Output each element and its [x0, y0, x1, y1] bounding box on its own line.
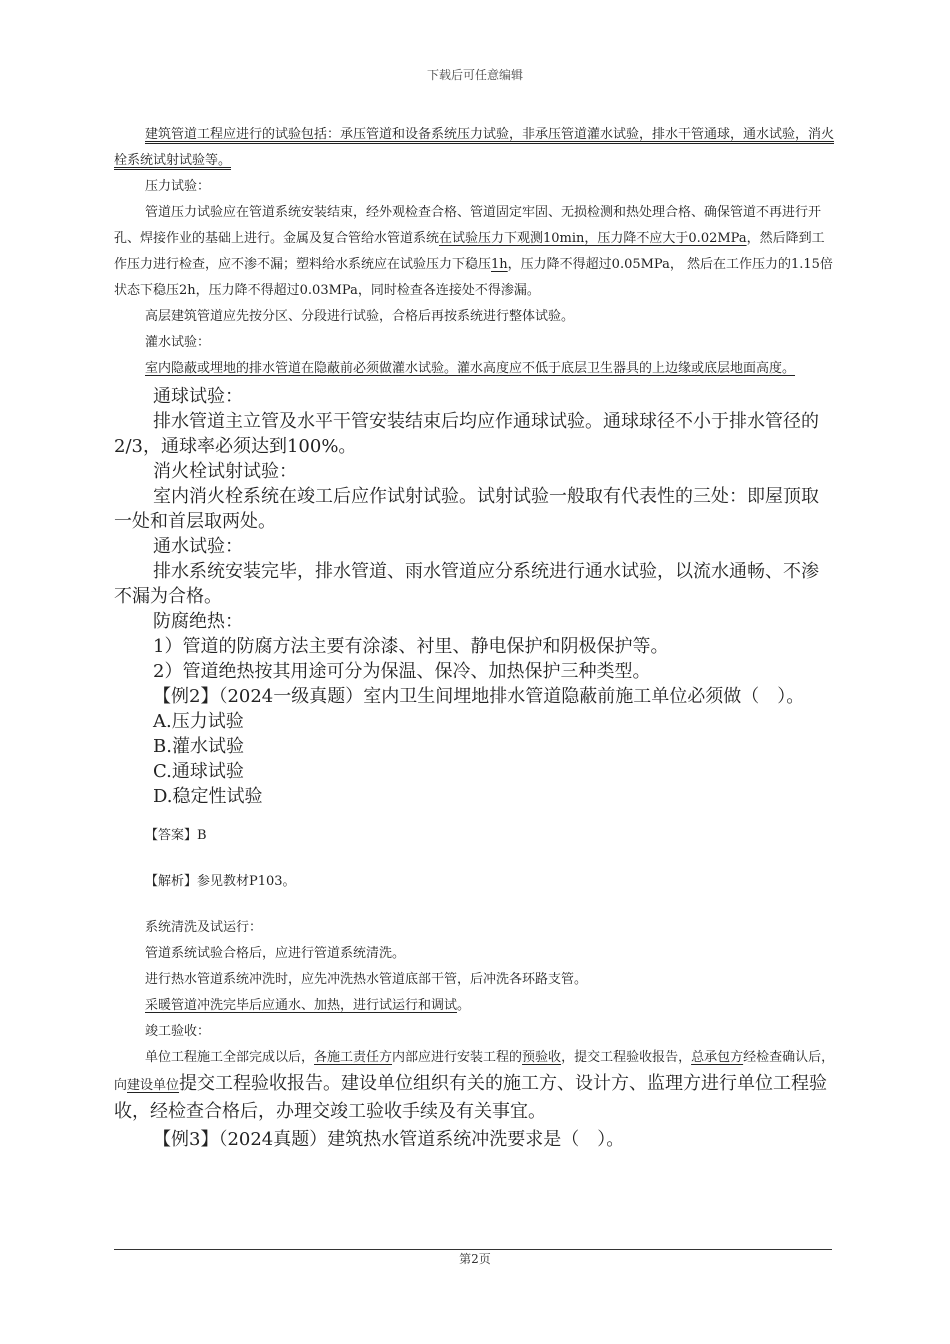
- pressure-test-paragraph: 管道压力试验应在管道系统安装结束，经外观检查合格、管道固定牢固、无损检测和热处理合格、确保管道不再进行开孔、焊接作业的基础上进行。金属及复合管给水管道系统在试验压力下观测10min，压力降不应大于0.02MPa，然后降到工作压力进行检查，应不渗不漏；塑料给水系统应在试验压力下稳压1h，压力降不得超过0.05MPa， 然后在工作压力的1.15倍状态下稳压2h，压力降不得超过0.03MPa，同时检查各连接处不得渗漏。: [114, 205, 833, 298]
- example-2-question: 【例2】（2024一级真题）室内卫生间埋地排水管道隐蔽前施工单位必须做（ ）。: [153, 686, 805, 707]
- anticorrosion-heading: 防腐绝热：: [153, 611, 243, 632]
- example-2-option-c: C.通球试验: [153, 761, 244, 782]
- ball-test-paragraph: 排水管道主立管及水平干管安装结束后均应作通球试验。通球球径不小于排水管径的2/3，通球率必须达到100%。: [114, 411, 819, 457]
- pressure-test-underline: 在试验压力下观测10min，压力降不应大于0.02MPa: [439, 231, 747, 246]
- cleaning-heading: 系统清洗及试运行：: [145, 920, 263, 935]
- document-body: [114, 122, 836, 1152]
- pressure-test-underline-2: 1h: [491, 257, 508, 272]
- anticorrosion-item-2: 2）管道绝热按其用途可分为保温、保冷、加热保护三种类型。: [153, 661, 651, 682]
- high-rise-paragraph: 高层建筑管道应先按分区、分段进行试验，合格后再按系统进行整体试验。: [145, 309, 575, 324]
- cleaning-underline: 采暖管道冲洗完毕后应通水、加热，进行试运行和调试: [145, 998, 458, 1013]
- anticorrosion-item-1: 1）管道的防腐方法主要有涂漆、衬里、静电保护和阴极保护等。: [153, 636, 669, 657]
- hydrant-test-paragraph: 室内消火栓系统在竣工后应作试射试验。试射试验一般取有代表性的三处：即屋顶取一处和首层取两处。: [114, 486, 819, 532]
- example-2-option-b: B.灌水试验: [153, 736, 244, 757]
- example-2-answer: 【答案】B: [145, 828, 207, 843]
- example-2-analysis: 【解析】参见教材P103。: [145, 874, 296, 889]
- cleaning-paragraph-1: 管道系统试验合格后，应进行管道系统清洗。: [145, 946, 406, 961]
- pressure-test-heading: 压力试验：: [145, 179, 211, 194]
- cleaning-paragraph-2: 进行热水管道系统冲洗时，应先冲洗热水管道底部干管，后冲洗各环路支管。: [145, 972, 588, 987]
- water-test-heading: 通水试验：: [153, 536, 243, 557]
- fill-test-heading: 灌水试验：: [145, 335, 211, 350]
- cleaning-paragraph-3: 采暖管道冲洗完毕后应通水、加热，进行试运行和调试。: [145, 998, 471, 1013]
- example-3-question: 【例3】（2024真题）建筑热水管道系统冲洗要求是（ ）。: [153, 1129, 625, 1150]
- acceptance-heading: 竣工验收：: [145, 1024, 211, 1039]
- page-number: 第2页: [459, 1252, 491, 1266]
- fill-test-paragraph: 室内隐蔽或埋地的排水管道在隐蔽前必须做灌水试验。灌水高度应不低于底层卫生器具的上边缘或底层地面高度。: [145, 361, 796, 376]
- hydrant-test-heading: 消火栓试射试验：: [153, 461, 297, 482]
- water-test-paragraph: 排水系统安装完毕，排水管道、雨水管道应分系统进行通水试验，以流水通畅、不渗不漏为合格。: [114, 561, 819, 607]
- example-2-option-a: A.压力试验: [153, 711, 244, 732]
- example-2-option-d: D.稳定性试验: [153, 786, 263, 807]
- intro-paragraph: 建筑管道工程应进行的试验包括：承压管道和设备系统压力试验，非承压管道灌水试验，排水干管通球，通水试验，消火栓系统试射试验等。: [114, 127, 835, 168]
- acceptance-paragraph: 单位工程施工全部完成以后，各施工责任方内部应进行安装工程的预验收，提交工程验收报告，总承包方经检查确认后，向建设单位提交工程验收报告。建设单位组织有关的施工方、设计方、监理方进行单位工程验收，经检查合格后，办理交竣工验收手续及有关事宜。: [114, 1050, 835, 1122]
- ball-test-heading: 通球试验：: [153, 386, 243, 407]
- page-header: 下载后可任意编辑: [426, 68, 523, 82]
